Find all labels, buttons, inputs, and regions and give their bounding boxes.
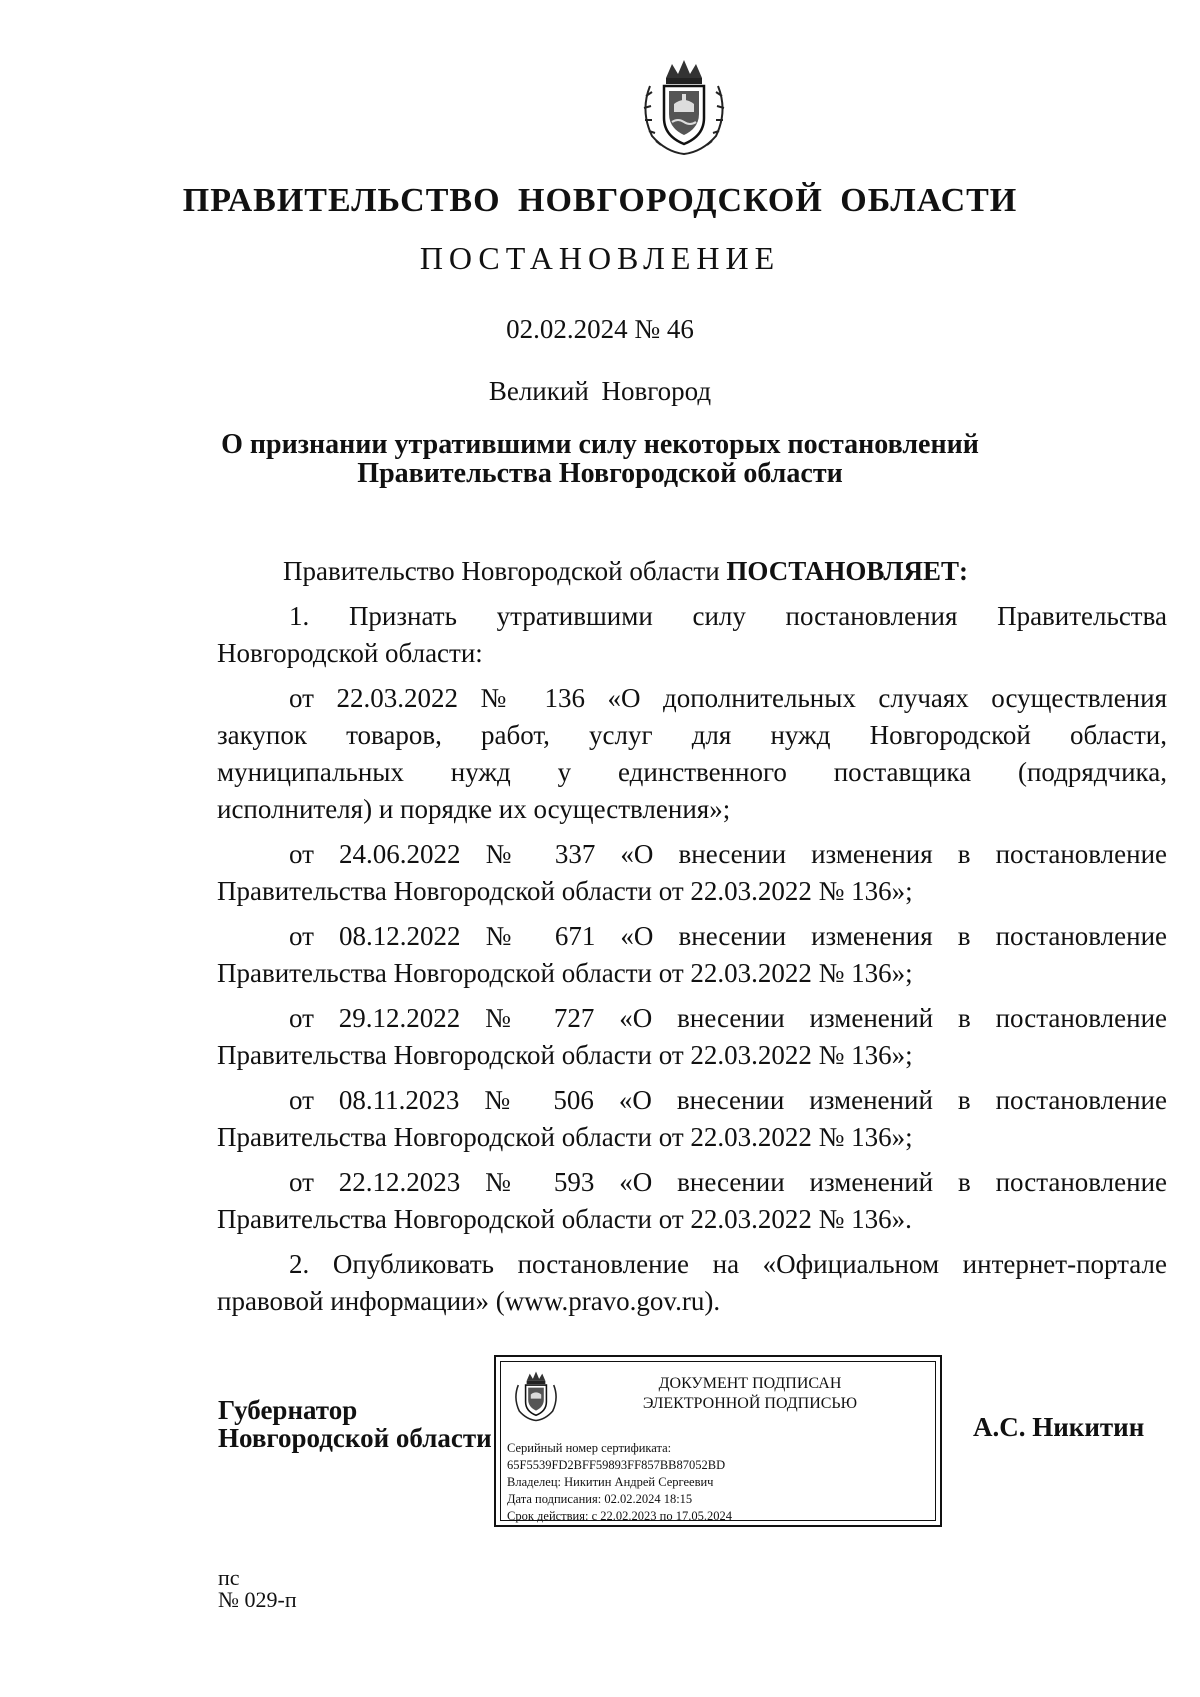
document-subject	[0, 430, 1200, 488]
body-line: Правительства Новгородской области от 22.03.2022 № 136»;	[217, 1040, 913, 1070]
stamp-emblem-icon	[511, 1368, 561, 1424]
body-line: от 22.03.2022 № 136 «О дополнительных случаях осуществления	[289, 683, 1167, 713]
body-line: от 24.06.2022 № 337 «О внесении изменения в постановление	[289, 839, 1167, 869]
body-line: Правительства Новгородской области от 22.03.2022 № 136».	[217, 1204, 912, 1234]
certificate-validity: Срок действия: с 22.02.2023 по 17.05.2024	[507, 1509, 732, 1523]
stamp-title-line-2: ЭЛЕКТРОННОЙ ПОДПИСЬЮ	[642, 1395, 858, 1412]
document-code	[218, 1567, 297, 1611]
stamp-title-line-1: ДОКУМЕНТ ПОДПИСАН	[658, 1375, 842, 1392]
body-line: 1. Признать утратившими силу постановления Правительства	[289, 601, 1167, 631]
electronic-signature-stamp	[494, 1355, 942, 1527]
body-line: Правительства Новгородской области от 22.03.2022 № 136»;	[217, 958, 913, 988]
body-line: Правительства Новгородской области от 22.03.2022 № 136»;	[217, 876, 913, 906]
date-number: 02.02.2024 № 46	[506, 314, 694, 344]
certificate-owner: Владелец: Никитин Андрей Сергеевич	[507, 1475, 714, 1489]
organization-title: ПРАВИТЕЛЬСТВО НОВГОРОДСКОЙ ОБЛАСТИ	[182, 182, 1018, 219]
stamp-title	[585, 1374, 915, 1414]
code-line-2: № 029-п	[218, 1587, 297, 1612]
code-line-1: пс	[218, 1565, 240, 1590]
body-line: исполнителя) и порядке их осуществления»;	[217, 794, 731, 824]
signing-date: Дата подписания: 02.02.2024 18:15	[507, 1492, 693, 1506]
body-line: от 08.11.2023 № 506 «О внесении изменений в постановление	[289, 1085, 1167, 1115]
body-line: от 22.12.2023 № 593 «О внесении изменений в постановление	[289, 1167, 1167, 1197]
preamble-text: Правительство Новгородской области	[283, 556, 727, 586]
position-line-1: Губернатор	[218, 1395, 358, 1425]
position-line-2: Новгородской области	[218, 1423, 492, 1453]
body-line: муниципальных нужд у единственного поставщика (подрядчика,	[217, 757, 1167, 787]
certificate-label: Серийный номер сертификата:	[507, 1441, 672, 1455]
subject-line-2: Правительства Новгородской области	[357, 458, 843, 489]
certificate-details	[507, 1440, 732, 1525]
body-line: Правительства Новгородской области от 22.03.2022 № 136»;	[217, 1122, 913, 1152]
body-line: закупок товаров, работ, услуг для нужд Новгородской области,	[217, 720, 1167, 750]
document-type: ПОСТАНОВЛЕНИЕ	[419, 240, 781, 276]
preamble-resolution: ПОСТАНОВЛЯЕТ:	[726, 556, 968, 586]
body-line: 2. Опубликовать постановление на «Официальном интернет-портале	[289, 1249, 1167, 1279]
certificate-serial: 65F5539FD2BFF59893FF857BB87052BD	[507, 1458, 726, 1472]
city: Великий Новгород	[488, 376, 712, 406]
coat-of-arms-icon	[636, 56, 732, 158]
body-line: от 29.12.2022 № 727 «О внесении изменений в постановление	[289, 1003, 1167, 1033]
signer-name: А.С. Никитин	[973, 1412, 1145, 1442]
subject-line-1: О признании утратившими силу некоторых постановлений	[221, 429, 979, 460]
body-line: от 08.12.2022 № 671 «О внесении изменения в постановление	[289, 921, 1167, 951]
signer-position	[218, 1396, 492, 1452]
document-body	[217, 553, 1167, 1320]
body-line: правовой информации» (www.pravo.gov.ru).	[217, 1286, 721, 1316]
preamble	[217, 553, 1167, 590]
body-line: Новгородской области:	[217, 638, 483, 668]
